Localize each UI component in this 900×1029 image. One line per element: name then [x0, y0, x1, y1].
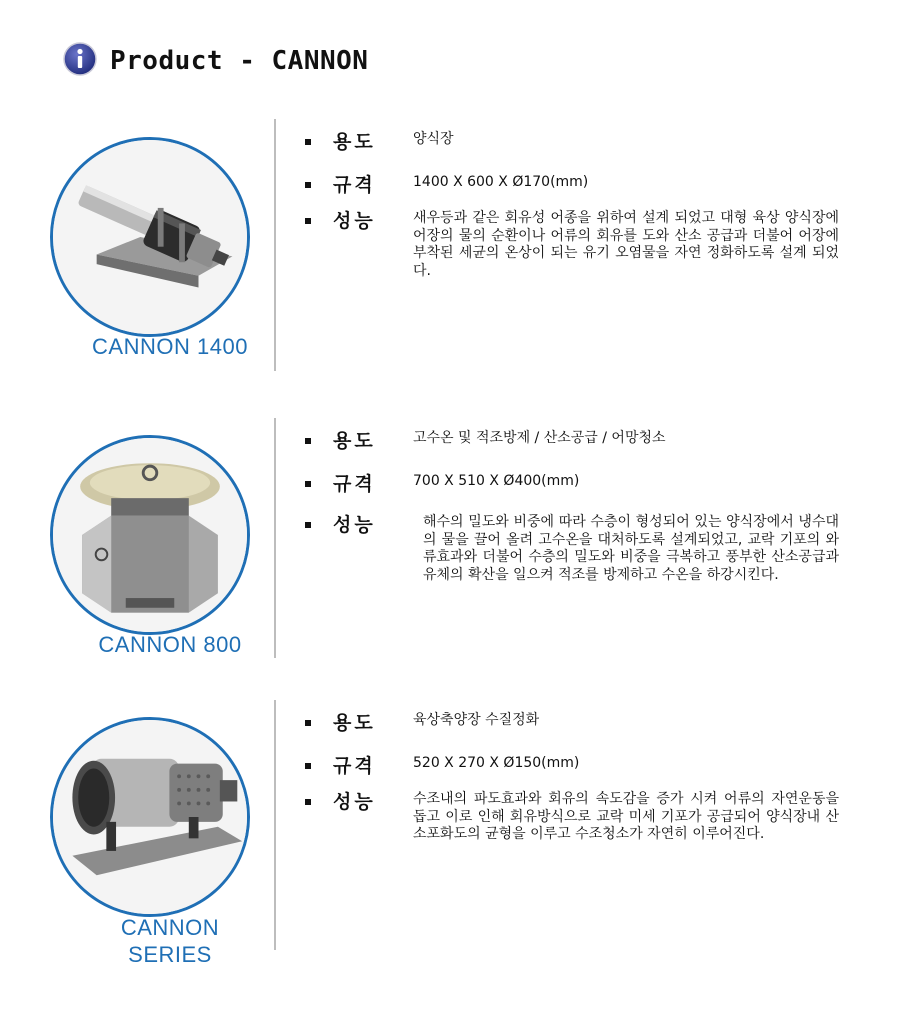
spec-label: 성능 [333, 514, 376, 536]
spec-label: 성능 [333, 791, 376, 813]
spec-label: 용도 [333, 712, 376, 734]
spec-label: 성능 [333, 210, 376, 232]
bullet-icon [305, 182, 311, 188]
product-caption: CANNON SERIES [120, 915, 220, 967]
divider-line [274, 119, 276, 371]
spec-value: 해수의 밀도와 비중에 따라 수층이 형성되어 있는 양식장에서 냉수대의 물을 끌어 올려 고수온을 대처하도록 설계되었고, 교락 기포의 와류효과와 더불어 수층의 밀도와 비중을 극복하고 풍부한 산소공급과 유체의 확산을 일으켜 적조를 방제하고 수온을 하강시킨다. [423, 514, 839, 583]
bullet-icon [305, 522, 311, 528]
bullet-icon [305, 720, 311, 726]
cannon-800-product-photo [50, 435, 250, 635]
product-caption: CANNON 800 [98, 632, 242, 657]
cannon-series-product-photo [50, 717, 250, 917]
spec-value: 수조내의 파도효과와 회유의 속도감을 증가 시켜 어류의 자연운동을 돕고 이로 인해 회유방식으로 교락 미세 기포가 공급되어 양식장내 산소포화도의 균형을 이루고 수조청소가 자연히 이루어진다. [413, 791, 839, 842]
info-circle-icon [63, 42, 97, 76]
bullet-icon [305, 799, 311, 805]
product-caption: CANNON 1400 [92, 334, 248, 359]
bullet-icon [305, 438, 311, 444]
spec-label: 용도 [333, 430, 376, 452]
spec-label: 규격 [333, 473, 376, 495]
spec-label: 규격 [333, 755, 376, 777]
bullet-icon [305, 481, 311, 487]
spec-value: 700 X 510 X Ø400(mm) [413, 473, 580, 489]
spec-value: 육상축양장 수질정화 [413, 712, 540, 728]
divider-line [274, 418, 276, 658]
spec-value: 양식장 [413, 131, 454, 147]
spec-value: 520 X 270 X Ø150(mm) [413, 755, 580, 771]
cannon-1400-product-photo [50, 137, 250, 337]
spec-value: 새우등과 같은 회유성 어종을 위하여 설계 되었고 대형 육상 양식장에 어장의 물의 순환이나 어류의 회유를 도와 산소 공급과 더불어 어장에 부착된 세균의 온상이 되는 유기 오염물을 자연 정화하도록 설계 되었다. [413, 210, 839, 279]
divider-line [274, 700, 276, 950]
spec-label: 용도 [333, 131, 376, 153]
spec-label: 규격 [333, 174, 376, 196]
page-title: Product - CANNON [110, 46, 369, 76]
bullet-icon [305, 139, 311, 145]
spec-value: 고수온 및 적조방제 / 산소공급 / 어망청소 [413, 430, 666, 446]
bullet-icon [305, 763, 311, 769]
bullet-icon [305, 218, 311, 224]
spec-value: 1400 X 600 X Ø170(mm) [413, 174, 589, 190]
